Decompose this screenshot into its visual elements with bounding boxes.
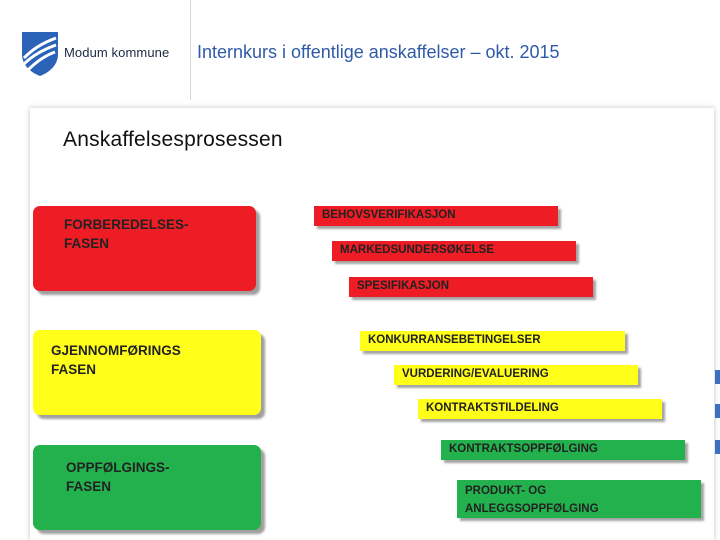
- step-bar: [349, 277, 593, 297]
- phase-execution-label: GJENNOMFØRINGS FASEN: [51, 343, 181, 377]
- diagram-title: Anskaffelsesprosessen: [63, 128, 283, 151]
- org-name: Modum kommune: [64, 45, 170, 60]
- slide-header: [0, 0, 720, 100]
- edge-decoration: [712, 330, 720, 480]
- slide-title: Internkurs i offentlige anskaffelser – okt. 2015: [197, 42, 560, 62]
- step-label: BEHOVSVERIFIKASJON: [322, 209, 456, 221]
- step-label: MARKEDSUNDERSØKELSE: [340, 244, 494, 256]
- step-bar: [394, 365, 638, 385]
- step-label: KONTRAKTSTILDELING: [426, 402, 559, 414]
- step-label: SPESIFIKASJON: [357, 280, 450, 292]
- phase-followup-label: OPPFØLGINGS- FASEN: [66, 460, 170, 494]
- step-bar: [441, 440, 685, 460]
- step-bar: [332, 241, 576, 261]
- step-label: KONTRAKTSOPPFØLGING: [449, 443, 598, 455]
- step-bar: [360, 331, 625, 351]
- step-label: VURDERING/EVALUERING: [402, 368, 549, 380]
- step-label: KONKURRANSEBETINGELSER: [368, 334, 541, 346]
- header-divider: [190, 0, 191, 100]
- step-bar: [457, 480, 701, 518]
- step-label: PRODUKT- OG ANLEGGSOPPFØLGING: [465, 485, 599, 515]
- step-bar: [314, 206, 558, 226]
- step-bar: [418, 399, 662, 419]
- phase-preparation-label: FORBEREDELSES- FASEN: [64, 217, 189, 251]
- coat-of-arms-icon: [18, 28, 62, 78]
